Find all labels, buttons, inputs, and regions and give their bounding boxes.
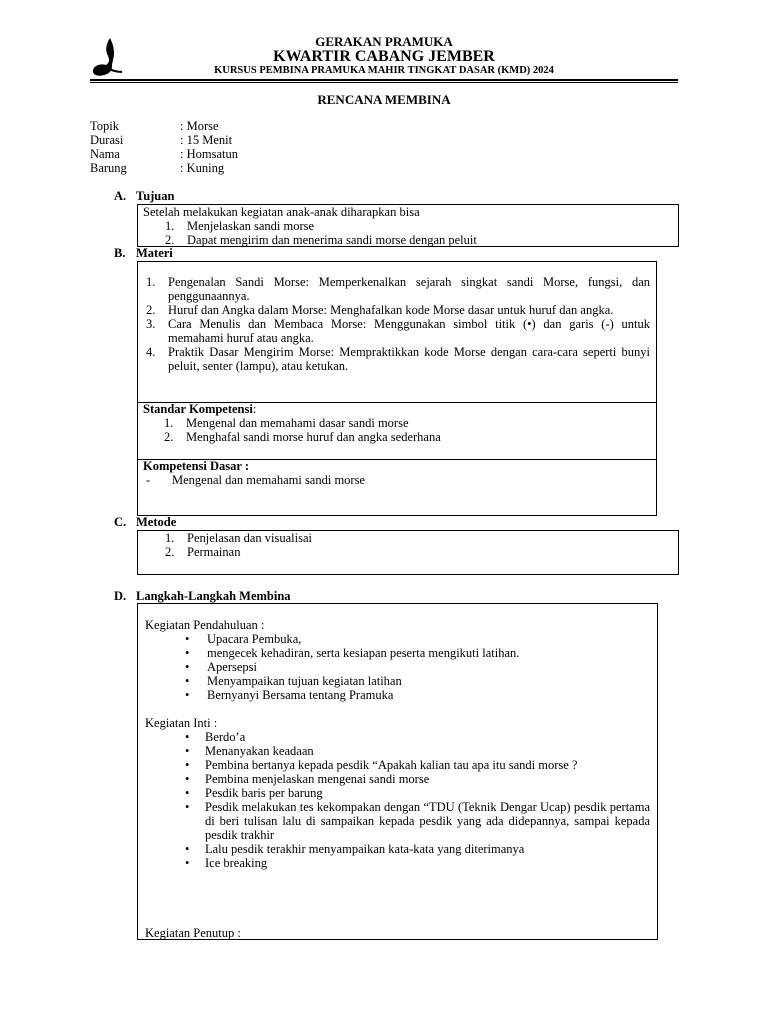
info-key: Durasi	[90, 133, 124, 147]
tujuan-list	[143, 219, 673, 247]
info-row	[90, 133, 238, 147]
document-title: RENCANA MEMBINA	[317, 92, 451, 107]
info-key: Nama	[90, 147, 120, 161]
section-letter: D.	[114, 589, 127, 603]
section-c-heading	[114, 515, 176, 530]
list-item: 1. Mengenal dan memahami dasar sandi morse	[164, 416, 409, 430]
kd-item: Mengenal dan memahami sandi morse	[172, 473, 365, 487]
section-a-heading	[114, 189, 174, 204]
section-d-heading	[114, 589, 291, 604]
standar-kompetensi: Standar Kompetensi: 1. Mengenal dan memahami dasar sandi morse 2. Menghafal sandi morse huruf dan angka sederhana	[143, 402, 441, 444]
info-block	[90, 119, 238, 175]
list-item: 2. Dapat mengirim dan menerima sandi morse dengan peluit	[165, 233, 477, 247]
list-item: • Menanyakan keadaan	[185, 744, 314, 758]
inti-list	[185, 730, 650, 870]
info-row	[90, 161, 238, 175]
section-title: Metode	[136, 515, 177, 529]
list-item: • Ice breaking	[185, 856, 268, 870]
pendahuluan-title: Kegiatan Pendahuluan :	[145, 618, 265, 632]
info-row	[90, 119, 238, 133]
list-item: • Pembina menjelaskan mengenai sandi morse	[185, 772, 430, 786]
kompetensi-dasar: Kompetensi Dasar : - Mengenal dan memahami sandi morse	[143, 459, 365, 487]
list-item: • Pesdik baris per barung	[185, 786, 323, 800]
org-name: GERAKAN PRAMUKA	[315, 34, 453, 49]
tujuan-box	[137, 204, 679, 247]
course-name: KURSUS PEMBINA PRAMUKA MAHIR TINGKAT DASAR (KMD) 2024	[214, 65, 554, 76]
section-letter: C.	[114, 515, 127, 529]
info-key: Topik	[90, 119, 119, 133]
section-b-heading	[114, 246, 173, 261]
list-item: 3. Cara Menulis dan Membaca Morse: Menggunakan simbol titik (•) dan garis (-) untuk memahami huruf atau angka.	[146, 317, 650, 345]
pendahuluan-list	[185, 632, 655, 702]
penutup-title: Kegiatan Penutup :	[145, 926, 241, 940]
list-item: • Pesdik melakukan tes kekompakan dengan “TDU (Teknik Dengar Ucap) pesdik pertama di beri tulisan lalu di sampaikan kepada pesdik yang ada didepannya, sampai kepada pesdik trakhir	[185, 800, 650, 842]
list-item: • Berdo’a	[185, 730, 246, 744]
metode-list	[143, 531, 673, 559]
section-title: Langkah-Langkah Membina	[136, 589, 291, 603]
materi-box	[137, 261, 657, 516]
list-item: • Menyampaikan tujuan kegiatan latihan	[185, 674, 402, 688]
list-item: 1. Penjelasan dan visualisai	[165, 531, 312, 545]
header-rule-thin	[90, 82, 678, 83]
section-letter: B.	[114, 246, 126, 260]
list-item: 2. Menghafal sandi morse huruf dan angka sederhana	[164, 430, 441, 444]
list-item: 4. Praktik Dasar Mengirim Morse: Mempraktikkan kode Morse dengan cara-cara seperti bunyi peluit, senter (lampu), atau ketukan.	[146, 345, 650, 373]
info-value: : 15 Menit	[180, 133, 233, 147]
header-rule-thick	[90, 79, 678, 81]
list-item: 2. Permainan	[165, 545, 241, 559]
info-key: Barung	[90, 161, 127, 175]
branch-name: KWARTIR CABANG JEMBER	[273, 48, 495, 65]
list-item: • Apersepsi	[185, 660, 257, 674]
list-item: • mengecek kehadiran, serta kesiapan peserta mengikuti latihan.	[185, 646, 520, 660]
section-letter: A.	[114, 189, 127, 203]
list-item: 1. Menjelaskan sandi morse	[165, 219, 315, 233]
section-title: Materi	[136, 246, 173, 260]
tujuan-intro: Setelah melakukan kegiatan anak-anak diharapkan bisa	[143, 205, 420, 219]
list-item: • Lalu pesdik terakhir menyampaikan kata-kata yang diterimanya	[185, 842, 525, 856]
info-value: : Kuning	[180, 161, 225, 175]
info-value: : Morse	[180, 119, 219, 133]
list-item: 2. Huruf dan Angka dalam Morse: Menghafalkan kode Morse dasar untuk huruf dan angka.	[146, 303, 614, 317]
langkah-box	[137, 603, 658, 940]
list-item: • Pembina bertanya kepada pesdik “Apakah kalian tau apa itu sandi morse ?	[185, 758, 578, 772]
kd-title: Kompetensi Dasar :	[143, 459, 250, 473]
inti-title: Kegiatan Inti :	[145, 716, 218, 730]
sk-title: Standar Kompetensi	[143, 402, 253, 416]
list-item: • Bernyanyi Bersama tentang Pramuka	[185, 688, 394, 702]
info-value: : Homsatun	[180, 147, 238, 161]
list-item: • Upacara Pembuka,	[185, 632, 302, 646]
info-row	[90, 147, 238, 161]
materi-list	[146, 275, 650, 373]
metode-box	[137, 530, 679, 575]
section-title: Tujuan	[136, 189, 175, 203]
list-item: 1. Pengenalan Sandi Morse: Memperkenalkan sejarah singkat sandi Morse, fungsi, dan penggunaannya.	[146, 275, 650, 303]
